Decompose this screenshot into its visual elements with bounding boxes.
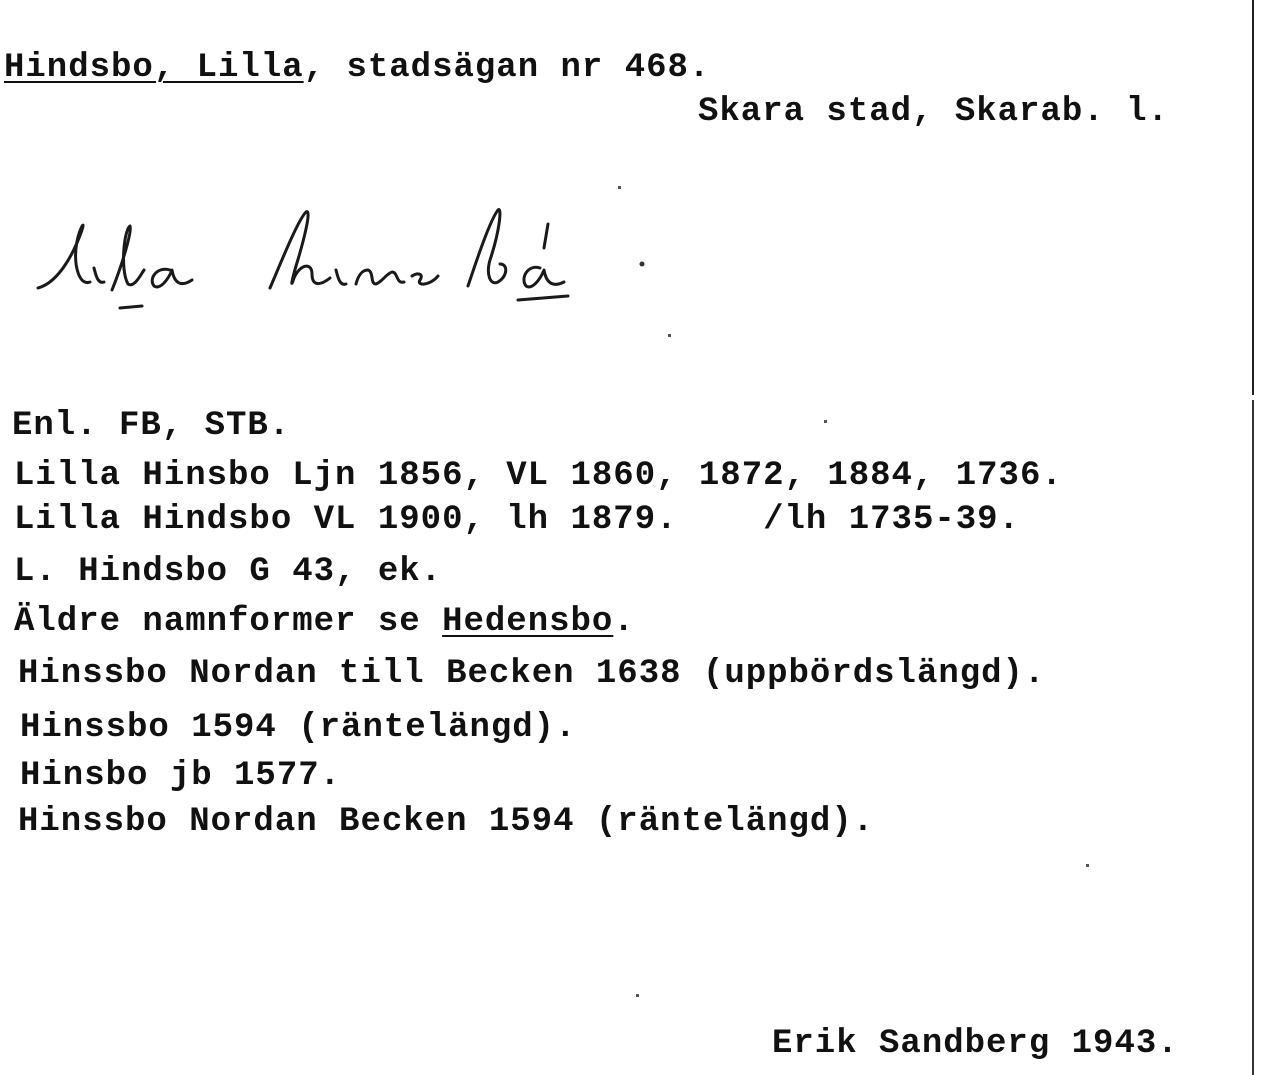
place-name: Hindsbo, Lilla (4, 49, 304, 87)
handwriting-text: lilla hinsbå (20, 190, 28, 191)
card-heading (4, 48, 710, 88)
older-forms-prefix: Äldre namnformer se (14, 603, 443, 641)
speck (824, 420, 827, 423)
form-line-prefix: Hinssbo (18, 655, 190, 693)
speck (1086, 864, 1089, 867)
heading-rest: , stadsägan nr 468. (303, 49, 711, 87)
form-line: Hinssbo 1594 (räntelängd). (20, 709, 577, 747)
form-line: Hinsbo jb 1577. (20, 757, 342, 795)
handwritten-pronunciation (20, 190, 660, 320)
signature-line: Erik Sandberg 1943. (772, 1025, 1179, 1063)
form-line: Lilla Hindsbo VL 1900, lh 1879. /lh 1735-39. (14, 501, 1020, 539)
form-line (18, 654, 1045, 694)
older-forms-suffix: . (613, 603, 635, 641)
source-line: Enl. FB, STB. (12, 407, 291, 445)
form-line-rest: Nordan till Becken 1638 (uppbördslängd). (189, 655, 1046, 693)
form-line: Hinssbo Nordan Becken 1594 (räntelängd). (18, 803, 875, 841)
speck (668, 334, 671, 337)
speck (618, 186, 621, 189)
speck (636, 994, 639, 997)
location-line: Skara stad, Skarab. l. (698, 93, 1169, 131)
older-forms-reference: Hedensbo (442, 603, 614, 641)
card-edge-line-lower (1252, 400, 1254, 1075)
card-edge-line (1252, 0, 1254, 395)
form-line: L. Hindsbo G 43, ek. (14, 553, 443, 591)
older-forms-line (14, 602, 635, 642)
form-line: Lilla Hinsbo Ljn 1856, VL 1860, 1872, 1884, 1736. (14, 457, 1063, 495)
